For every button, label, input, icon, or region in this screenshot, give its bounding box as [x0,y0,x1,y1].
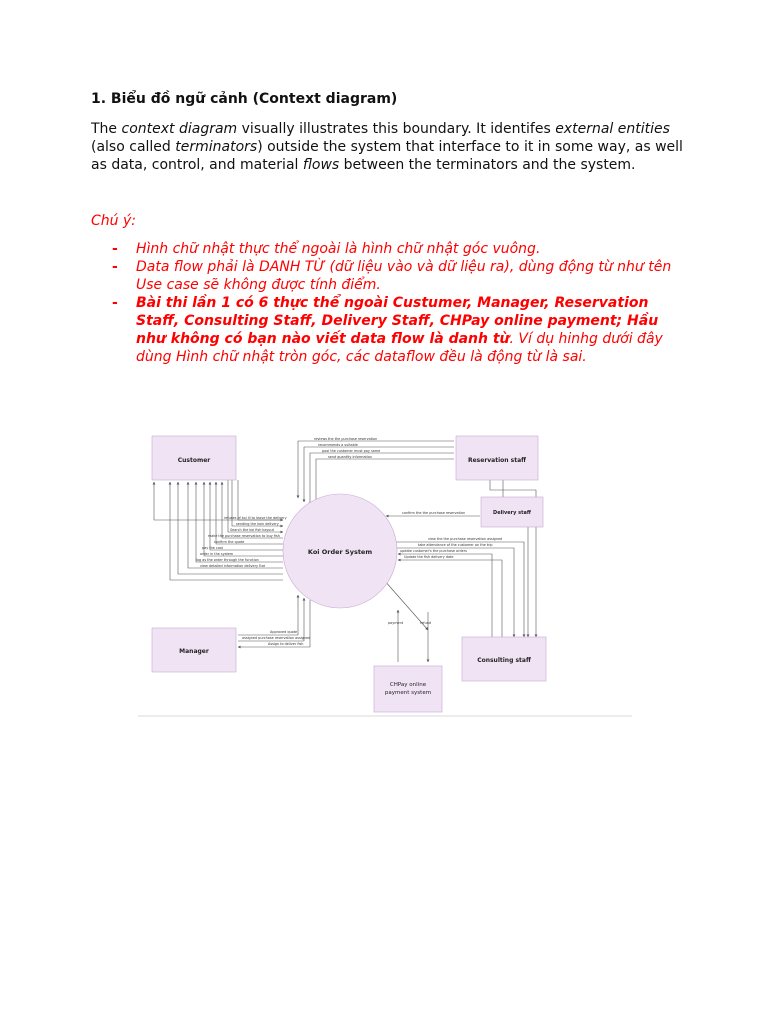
context-diagram-image [138,430,632,718]
flow-label: make the purchase reservation to buy fish [208,534,280,538]
flow-label: refund [420,621,432,625]
flow-label: recommends a suitable [318,443,358,447]
bullet-dash: - [112,259,118,275]
delivery-staff-label: Delivery staff [493,510,531,516]
consulting-staff-label: Consulting staff [477,657,531,664]
flow-label: assigned purchase reservation assigned [242,636,311,640]
flow-label: Assign to deliver fish [268,642,304,646]
flow-label: update customer's the purchase orders [400,549,467,553]
notes-list [112,240,682,366]
flow-label: reviews the the purchase reservation [314,437,378,441]
intro-paragraph: The context diagram visually illustrates this boundary. It identifes external entities (also called terminators) outside the system that interface to it in some way, as well as data, control, and material flows between the terminators and the system. [91,121,683,173]
flow-label: confirm the the purchase reservation [402,511,466,515]
flow-label: pool the customer must pay some [322,449,381,453]
chpay-entity [374,666,442,712]
flow-label: pay the cost [202,546,223,550]
flow-label: order in the system [200,552,234,556]
koi-order-system-label: Koi Order System [307,548,373,556]
chpay-label-line2: payment system [384,690,432,696]
flow-label: Search the koi fish kayout [230,528,274,532]
note-item-2: - Data flow phải là DANH TỪ (dữ liệu vào và dữ liệu ra), dùng động từ như tên Use case sẽ không được tính điểm. [112,259,672,293]
flow-label: confirm the quote [214,540,245,544]
section-heading: 1. Biểu đồ ngữ cảnh (Context diagram) [91,91,398,107]
reservation-staff-label: Reservation staff [467,457,527,464]
note-label: Chú ý: [91,213,136,229]
flow-label: take attendance of the customer on the trip [418,543,493,547]
bullet-dash: - [112,241,118,257]
flow-label: sending the koin delivery [236,522,279,526]
flow-label: send quantity information [328,455,373,459]
customer-label: Customer [177,457,211,464]
flow-label: payment [388,621,404,625]
flow-label: view the the purchase reservation assigned [428,537,503,541]
manager-label: Manager [179,648,209,655]
chpay-label-line1: CHPay online [389,682,427,688]
note-item-1: - Hình chữ nhật thực thể ngoài là hình chữ nhật góc vuông. [112,241,541,257]
flow-label: log as the order through the function [196,558,259,562]
flow-label: Approved quote [270,630,298,634]
flow-label: view detailed information delivery Exe [200,564,266,568]
flow-label: Update the fish delivery date [404,555,454,559]
bullet-dash: - [112,295,118,311]
flow-label: refuses of koi ill to leave the delivery [224,516,287,520]
note-item-3: - Bài thi lần 1 có 6 thực thể ngoài Custumer, Manager, Reservation Staff, Consulting Staff, Delivery Staff, CHPay online payment; Hầu như không có bạn nào viết data flow là danh từ. Ví dụ hinhg dưới đây dùng Hình chữ nhật tròn góc, các dataflow đều là động từ là sai. [112,295,663,365]
